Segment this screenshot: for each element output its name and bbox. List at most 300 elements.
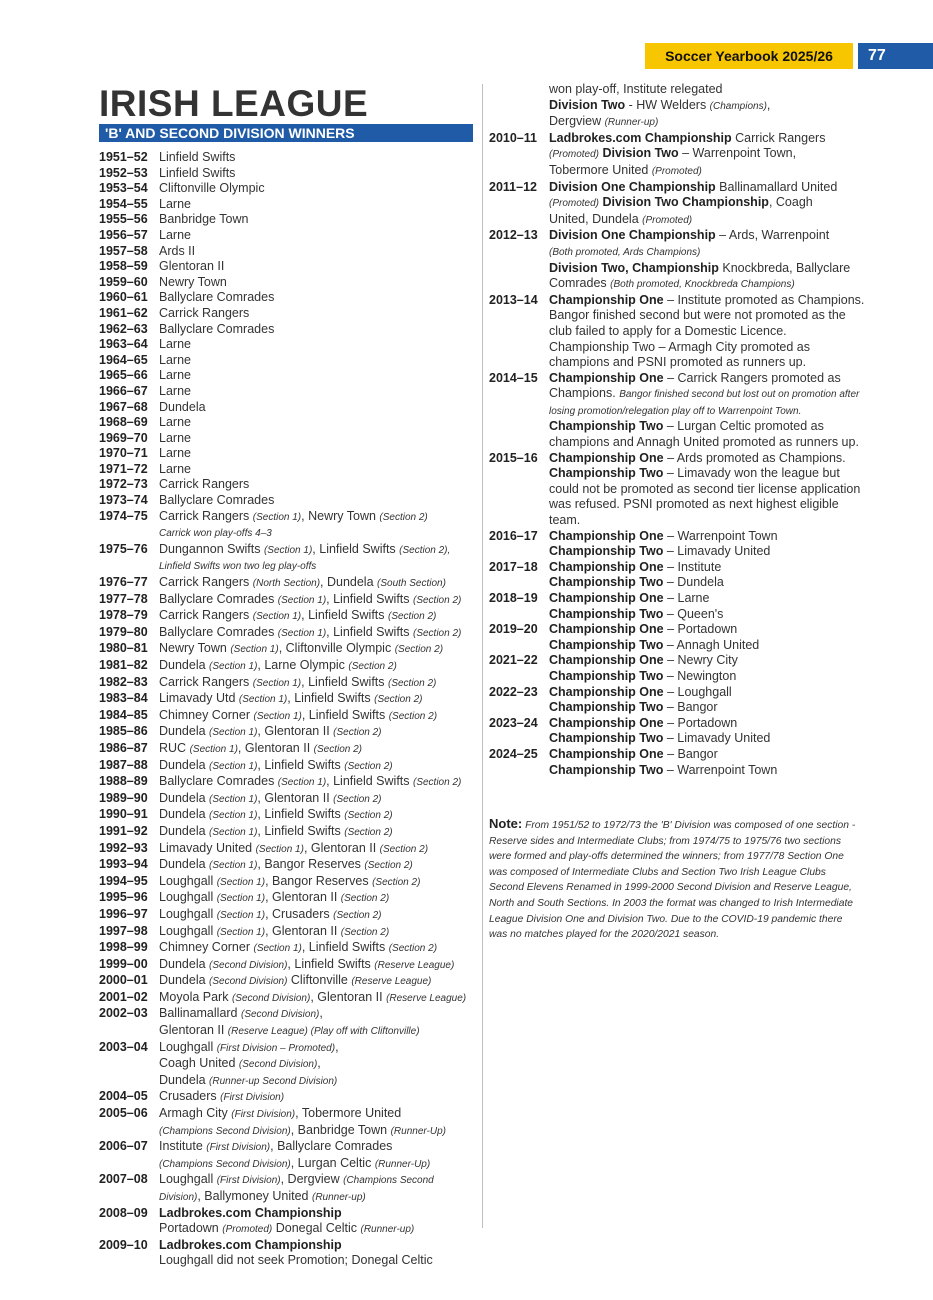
season-row <box>489 591 869 622</box>
season-winners <box>159 791 481 808</box>
season-winners <box>159 990 481 1007</box>
season-winners <box>159 724 481 741</box>
club-name: – Limavady United <box>663 731 771 746</box>
club-name: – Newington <box>663 668 737 683</box>
club-name: – Warrenpoint Town <box>663 528 778 543</box>
club-name: – Warrenpoint Town <box>663 762 778 777</box>
season-row <box>99 1172 481 1205</box>
season-row <box>99 741 481 758</box>
qualifier-note: (Section 2) <box>344 826 393 838</box>
club-name: , Linfield Swifts <box>257 807 345 822</box>
season-year: 2022–23 <box>489 684 538 699</box>
season-year: 1999–00 <box>99 956 148 971</box>
qualifier-note: (Both promoted, Knockbreda Champions) <box>610 279 795 291</box>
competition-name: Championship One <box>549 622 664 637</box>
club-name: Dundela <box>159 1072 210 1087</box>
season-year: 2012–13 <box>489 228 538 243</box>
season-winners <box>549 591 869 622</box>
season-winners <box>159 874 481 891</box>
season-year: 1969–70 <box>99 430 148 445</box>
club-name: , Linfield Swifts <box>287 691 375 706</box>
qualifier-note: (Reserve League) <box>374 959 455 971</box>
season-year: 1995–96 <box>99 890 148 905</box>
season-row <box>99 1238 481 1269</box>
season-winners <box>549 451 869 529</box>
club-name: Larne <box>159 368 191 383</box>
club-name: – Institute <box>663 559 722 574</box>
qualifier-note: (Second Division) <box>209 959 288 971</box>
club-name: Loughgall <box>159 1039 217 1054</box>
qualifier-note: (Champions Second <box>343 1175 434 1187</box>
season-winners <box>159 150 481 166</box>
season-row <box>99 807 481 824</box>
club-name: Carrick Rangers <box>159 674 253 689</box>
season-winners <box>159 306 481 322</box>
club-name: , Linfield Swifts <box>312 541 400 556</box>
season-row <box>99 841 481 858</box>
club-name: , Banbridge Town <box>290 1122 391 1137</box>
season-row <box>99 592 481 609</box>
competition-name: Championship One <box>549 292 664 307</box>
club-name: Carrick Rangers <box>159 575 253 590</box>
qualifier-note: (Section 1) <box>216 926 266 938</box>
season-year: 1993–94 <box>99 857 148 872</box>
season-year: 2003–04 <box>99 1039 148 1054</box>
club-name: Loughgall <box>159 923 217 938</box>
club-name: – Carrick Rangers promoted as Champions. <box>549 370 841 401</box>
season-row <box>99 1206 481 1238</box>
season-row <box>99 608 481 625</box>
season-year: 1996–97 <box>99 906 148 921</box>
competition-name: Championship Two <box>549 466 664 481</box>
qualifier-note: (Section 2) <box>388 710 438 722</box>
club-name: Loughgall did not seek Promotion; Donegal Celtic <box>159 1253 433 1268</box>
season-winners <box>549 560 869 591</box>
club-name: Loughgall <box>159 873 217 888</box>
club-name: , <box>319 1006 323 1021</box>
qualifier-note: (Section 2) <box>364 860 413 872</box>
club-name: Ballyclare Comrades <box>159 290 275 305</box>
qualifier-note: (Second Division) <box>209 976 288 988</box>
yearbook-title: Soccer Yearbook 2025/26 <box>645 43 853 69</box>
qualifier-note: (Section 1) <box>189 743 238 755</box>
season-winners <box>159 1006 481 1039</box>
club-name: – Portadown <box>663 715 738 730</box>
season-year: 1972–73 <box>99 477 148 492</box>
competition-name: Championship Two <box>549 637 664 652</box>
season-row <box>99 509 481 542</box>
competition-name: Championship One <box>549 653 664 668</box>
club-name: Dundela <box>159 658 210 672</box>
club-name: Carrick Rangers <box>159 477 250 492</box>
season-year: 1953–54 <box>99 181 148 196</box>
season-year: 1966–67 <box>99 383 148 398</box>
season-winners <box>159 957 481 974</box>
qualifier-note: (Runner-up Second Division) <box>209 1075 338 1087</box>
season-year: 1965–66 <box>99 368 148 383</box>
season-row <box>99 990 481 1007</box>
season-row <box>99 368 481 384</box>
season-row <box>489 371 869 451</box>
season-row <box>99 166 481 182</box>
season-winners <box>159 1172 481 1205</box>
season-year: 1974–75 <box>99 508 148 523</box>
season-year: 1955–56 <box>99 212 148 227</box>
season-winners <box>549 685 869 716</box>
club-name: – Bangor <box>663 746 718 761</box>
season-year <box>489 82 549 131</box>
season-winners <box>159 841 481 858</box>
club-name: , Linfield Swifts <box>326 774 413 789</box>
season-row <box>489 131 869 180</box>
competition-name: Division Two <box>599 146 679 161</box>
qualifier-note: (Section 1) <box>253 943 302 955</box>
season-row <box>99 724 481 741</box>
season-year: 2005–06 <box>99 1106 148 1121</box>
season-year: 1960–61 <box>99 290 148 305</box>
club-name: , Linfield Swifts <box>301 674 388 689</box>
qualifier-note: (Section 2) <box>344 810 393 822</box>
club-name: Loughgall <box>159 1172 217 1187</box>
season-year: 1983–84 <box>99 691 148 706</box>
season-row <box>99 322 481 338</box>
qualifier-note: (Section 2) <box>388 943 438 955</box>
club-name: Dundela <box>159 399 206 414</box>
season-row <box>99 857 481 874</box>
club-name: , Linfield Swifts <box>326 624 413 639</box>
competition-name: Championship Two <box>549 575 664 590</box>
club-name: Dundela <box>159 724 210 739</box>
season-winners <box>159 890 481 907</box>
qualifier-note: (Promoted) <box>549 149 600 161</box>
qualifier-note: (Promoted) <box>642 214 693 226</box>
qualifier-note: (Section 1) <box>277 627 327 639</box>
club-name: Ballinamallard United <box>715 179 838 194</box>
season-year: 1978–79 <box>99 608 148 623</box>
competition-name: Ladbrokes.com Championship <box>159 1205 342 1220</box>
season-year: 1981–82 <box>99 658 148 672</box>
qualifier-note: (Champions) <box>709 100 767 112</box>
club-name: Ards II <box>159 243 196 258</box>
competition-name: Championship Two <box>549 700 664 715</box>
club-name: Newry Town <box>159 641 231 656</box>
season-winners <box>159 1238 481 1269</box>
club-name: Dungannon Swifts <box>159 541 264 556</box>
competition-name: Division Two <box>549 97 626 112</box>
season-year: 1989–90 <box>99 790 148 805</box>
season-winners <box>159 1106 481 1139</box>
club-name: Institute <box>159 1139 207 1154</box>
qualifier-note: (Both promoted, Ards Champions) <box>549 246 701 258</box>
season-winners <box>159 741 481 758</box>
season-row <box>99 400 481 416</box>
club-name: , Dundela <box>320 575 378 590</box>
season-winners <box>159 675 481 692</box>
season-winners <box>159 625 481 642</box>
season-row <box>99 907 481 924</box>
season-row <box>489 228 869 292</box>
club-name: won play-off, Institute relegated <box>549 82 723 96</box>
qualifier-note: (First Division – Promoted) <box>216 1042 336 1054</box>
season-row <box>99 477 481 493</box>
qualifier-note: (Second Division) <box>240 1009 320 1021</box>
season-row <box>99 824 481 841</box>
club-name: Loughgall <box>159 890 217 905</box>
season-winners <box>159 212 481 228</box>
club-name: , Glentoran II <box>310 989 387 1004</box>
club-name: , Linfield Swifts <box>257 757 345 772</box>
qualifier-note: (First Division) <box>231 1109 296 1121</box>
season-winners <box>159 807 481 824</box>
season-winners <box>159 542 481 575</box>
season-row <box>489 747 869 778</box>
season-row <box>99 1106 481 1139</box>
season-winners <box>159 1206 481 1238</box>
qualifier-note: (Runner-up) <box>311 1192 366 1203</box>
qualifier-note: (Section 1) <box>230 644 279 656</box>
club-name: Cliftonville Olympic <box>159 181 265 196</box>
qualifier-note: Linfield Swifts won two leg play-offs <box>159 561 317 573</box>
qualifier-note: (Section 1) <box>253 710 302 722</box>
season-year: 1994–95 <box>99 873 148 888</box>
club-name: – Lurgan Celtic promoted as champions and Annagh United promoted as runners up. <box>549 419 859 450</box>
competition-name: Championship One <box>549 591 664 605</box>
club-name: Loughgall <box>159 906 217 921</box>
season-year: 2000–01 <box>99 973 148 988</box>
competition-name: Championship One <box>549 684 664 699</box>
season-year: 1976–77 <box>99 575 148 590</box>
qualifier-note: (Promoted) <box>651 165 702 177</box>
qualifier-note: (North Section) <box>252 578 321 590</box>
season-row <box>99 337 481 353</box>
season-year: 1971–72 <box>99 461 148 476</box>
club-name: Ballyclare Comrades <box>159 774 278 789</box>
club-name: Carrick Rangers <box>159 608 253 623</box>
season-winners <box>159 197 481 213</box>
season-year: 2016–17 <box>489 528 538 543</box>
club-name: Larne <box>159 352 191 367</box>
qualifier-note: (Section 1) <box>209 826 258 838</box>
season-winners <box>159 1089 481 1106</box>
season-year: 2023–24 <box>489 715 538 730</box>
club-name: Coagh United <box>159 1056 239 1071</box>
season-winners <box>159 290 481 306</box>
season-winners <box>159 384 481 400</box>
season-winners <box>159 400 481 416</box>
club-name: – Limavady United <box>663 544 771 559</box>
qualifier-note: (Second Division) <box>231 992 311 1004</box>
season-row <box>99 924 481 941</box>
club-name: – Bangor <box>663 700 718 715</box>
season-year: 1992–93 <box>99 840 148 855</box>
page-number: 77 <box>858 43 933 69</box>
season-year: 1980–81 <box>99 641 148 656</box>
season-year: 1979–80 <box>99 624 148 639</box>
club-name: Dundela <box>159 823 210 838</box>
qualifier-note: (Section 2) <box>413 594 462 606</box>
club-name: , Linfield Swifts <box>301 608 388 623</box>
season-year: 2014–15 <box>489 370 538 385</box>
season-row <box>99 275 481 291</box>
club-name: Tobermore United <box>549 162 652 177</box>
club-name: Dundela <box>159 956 210 971</box>
qualifier-note: (Section 2) <box>374 694 423 706</box>
season-year: 1990–91 <box>99 807 148 822</box>
season-year: 2010–11 <box>489 130 537 145</box>
club-name: , Larne Olympic <box>257 658 349 672</box>
season-row <box>489 716 869 747</box>
season-row <box>99 212 481 228</box>
season-winners <box>159 592 481 609</box>
qualifier-note: (Section 1) <box>209 793 258 805</box>
qualifier-note: (Second Division) <box>238 1059 318 1071</box>
club-name: Larne <box>159 337 191 352</box>
club-name: Limavady United <box>159 840 256 855</box>
club-name: Dundela <box>159 757 210 772</box>
competition-name: Division One Championship <box>549 228 716 243</box>
club-name: Larne <box>159 227 191 242</box>
qualifier-note: (Section 1) <box>277 594 327 606</box>
club-name: , <box>335 1039 339 1054</box>
season-year: 1962–63 <box>99 321 148 336</box>
season-year: 1968–69 <box>99 415 148 430</box>
club-name: Carrick Rangers <box>159 305 250 320</box>
club-name: , Glentoran II <box>257 724 334 739</box>
season-year: 1951–52 <box>99 150 148 164</box>
club-name: , Ballyclare Comrades <box>270 1139 393 1154</box>
season-year: 2017–18 <box>489 559 538 574</box>
season-row <box>99 874 481 891</box>
season-row <box>99 353 481 369</box>
season-winners <box>159 774 481 791</box>
competition-name: Division One Championship <box>549 179 716 194</box>
season-winners <box>159 368 481 384</box>
season-row <box>99 625 481 642</box>
club-name: Glentoran II <box>159 259 225 274</box>
season-winners <box>159 477 481 493</box>
club-name: , Bangor Reserves <box>257 857 365 872</box>
season-winners <box>159 1139 481 1172</box>
club-name: Donegal Celtic <box>272 1221 361 1236</box>
season-year: 1963–64 <box>99 337 148 352</box>
club-name: Cliftonville <box>287 973 352 988</box>
season-winners <box>549 716 869 747</box>
season-row <box>99 1089 481 1106</box>
qualifier-note: (Runner-Up) <box>374 1158 431 1170</box>
qualifier-note: (Section 1) <box>252 677 302 689</box>
season-year: 1975–76 <box>99 541 148 556</box>
club-name: , Glentoran II <box>257 790 334 805</box>
qualifier-note: (Section 2) <box>313 743 363 755</box>
qualifier-note: (Section 2) <box>340 893 390 905</box>
season-winners <box>549 529 869 560</box>
season-row <box>99 542 481 575</box>
qualifier-note: (Champions Second Division) <box>159 1125 291 1137</box>
club-name: , Glentoran II <box>265 890 341 905</box>
qualifier-note: (Section 1) <box>255 843 304 855</box>
competition-name: Ladbrokes.com Championship <box>549 130 732 145</box>
season-year: 1956–57 <box>99 227 148 242</box>
season-row <box>99 641 481 658</box>
qualifier-note: (Reserve League) (Play off with Cliftonville) <box>227 1026 420 1038</box>
qualifier-note: (Section 2) <box>387 677 437 689</box>
season-winners <box>159 691 481 708</box>
club-name: – Institute promoted as Champions. Bangor finished second but were not promoted as the club failed to apply for a Domestic Licence. Championship Two – Armagh City promoted as champions and PSNI promoted as runners up. <box>549 292 865 370</box>
qualifier-note: (Section 1) <box>209 860 258 872</box>
season-year: 1982–83 <box>99 674 148 689</box>
qualifier-note: Bangor finished second but lost out on promotion after losing promotion/relegation play off to Warrenpoint Town. <box>549 389 860 417</box>
season-row <box>99 791 481 808</box>
season-year: 1964–65 <box>99 352 148 367</box>
club-name: – Limavady won the league but could not be promoted as second tier license application was refused. PSNI promoted as next highest eligible team. <box>549 466 861 528</box>
club-name: United, Dundela <box>549 211 643 226</box>
season-year: 1998–99 <box>99 940 148 955</box>
season-row <box>99 658 481 675</box>
season-winners <box>159 641 481 658</box>
club-name: – Ards promoted as Champions. <box>663 450 846 465</box>
season-winners <box>159 1040 481 1090</box>
season-year: 2024–25 <box>489 746 538 761</box>
qualifier-note: (Champions Second Division) <box>159 1158 291 1170</box>
season-row <box>99 575 481 592</box>
winners-list-right <box>489 82 869 778</box>
season-row <box>489 82 869 131</box>
qualifier-note: (Section 2) <box>372 876 421 888</box>
season-winners <box>549 293 869 371</box>
competition-name: Championship Two <box>549 762 664 777</box>
qualifier-note: (Runner-up) <box>604 117 659 129</box>
club-name: - HW Welders <box>625 97 710 112</box>
season-year: 1986–87 <box>99 740 148 755</box>
season-year: 1987–88 <box>99 757 148 772</box>
club-name: Chimney Corner <box>159 940 254 955</box>
club-name: Chimney Corner <box>159 707 254 722</box>
club-name: , Linfield Swifts <box>326 591 413 606</box>
club-name: , Coagh <box>768 195 813 210</box>
season-year: 2004–05 <box>99 1089 148 1104</box>
qualifier-note: (Section 2) <box>333 909 382 921</box>
club-name: – Loughgall <box>663 684 732 699</box>
season-winners <box>159 181 481 197</box>
season-winners <box>159 275 481 291</box>
season-row <box>99 197 481 213</box>
season-winners <box>159 244 481 260</box>
qualifier-note: (Section 1) <box>252 611 302 623</box>
season-winners <box>159 708 481 725</box>
club-name: RUC <box>159 740 190 755</box>
season-winners <box>159 608 481 625</box>
season-row <box>99 940 481 957</box>
qualifier-note: (Section 1) <box>238 694 288 706</box>
season-year: 1959–60 <box>99 274 148 289</box>
qualifier-note: (Section 2) <box>413 627 462 639</box>
season-row <box>99 415 481 431</box>
section-subtitle: 'B' AND SECOND DIVISION WINNERS <box>99 124 473 142</box>
competition-name: Championship One <box>549 450 664 465</box>
qualifier-note: (South Section) <box>377 578 446 590</box>
club-name: , <box>766 97 771 112</box>
season-year: 1958–59 <box>99 259 148 274</box>
club-name: , Cliftonville Olympic <box>278 641 395 656</box>
season-row <box>489 653 869 684</box>
competition-name: Division Two, Championship <box>549 260 719 275</box>
club-name: Dundela <box>159 807 210 822</box>
qualifier-note: (Section 2) <box>333 727 382 739</box>
club-name: , Linfield Swifts <box>257 823 345 838</box>
club-name: – Portadown <box>663 622 738 637</box>
qualifier-note: (First Division) <box>216 1175 281 1187</box>
season-winners <box>159 493 481 509</box>
